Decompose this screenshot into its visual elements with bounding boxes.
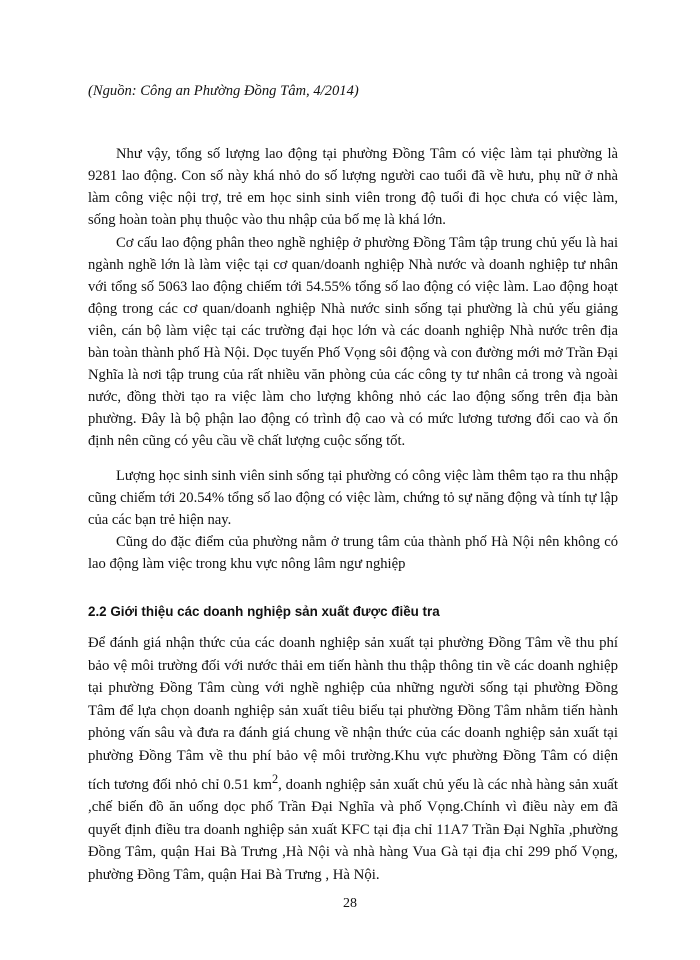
source-note: (Nguồn: Công an Phường Đồng Tâm, 4/2014) xyxy=(88,83,359,99)
paragraph-labor-structure: Cơ cấu lao động phân theo nghề nghiệp ở phường Đồng Tâm tập trung chủ yếu là hai ngành nghề lớn là làm việc tại cơ quan/doanh nghiệp Nhà nước và doanh nghiệp tư nhân với tổng số 5063 lao động chiếm tới 54.55% tổng số lao động có việc làm. Lao động hoạt động trong các cơ quan/doanh nghiệp Nhà nước sinh sống tại phường là chủ yếu giảng viên, cán bộ làm việc tại các trường đại học lớn và các doanh nghiệp Nhà nước trên địa bàn toàn thành phố Hà Nội. Dọc tuyến Phố Vọng sôi động và con đường mới mở Trần Đại Nghĩa là nơi tập trung của rất nhiều văn phòng của các công ty tư nhân cả trong và ngoài nước, đồng thời tạo ra việc làm cho lượng không nhỏ các lao động sống trên địa bàn phường. Đây là bộ phận lao động có trình độ cao và có mức lương tương đối cao và ổn định nên cũng có yêu cầu về chất lượng cuộc sống tốt. xyxy=(88,235,618,449)
unit-superscript: 2 xyxy=(271,771,279,786)
page-number: 28 xyxy=(343,896,357,911)
paragraph-students: Lượng học sinh sinh viên sinh sống tại phường có công việc làm thêm tạo ra thu nhập cũng chiếm tới 20.54% tổng số lao động có việc làm, chứng tỏ sự năng động và tính tự lập của các bạn trẻ hiện nay. xyxy=(88,468,618,528)
paragraph-labor-total: Như vậy, tổng số lượng lao động tại phường Đồng Tâm có việc làm tại phường là 9281 lao động. Con số này khá nhỏ do số lượng người cao tuổi đã về hưu, phụ nữ ở nhà làm công việc nội trợ, trẻ em học sinh sinh viên trong độ tuổi đi học chưa có việc làm, sống hoàn toàn phụ thuộc vào thu nhập của bố mẹ là khá lớn. xyxy=(88,146,618,228)
section-body-text: Để đánh giá nhận thức của các doanh nghiệp sản xuất tại phường Đồng Tâm về thu phí bảo vệ môi trường đối với nước thải em tiến hành thu thập thông tin về các doanh nghiệp tại phường Đồng Tâm cùng với nghề nghiệp của những người sống tại phường Đồng Tâm để lựa chọn doanh nghiệp sản xuất tiêu biểu tại phường Đồng Tâm nhằm tiến hành phỏng vấn sâu và đưa ra đánh giá chung về nhận thức của các doanh nghiệp sản xuất tại phường Đồng Tâm về thu phí bảo vệ môi trường.Khu vực phường Đồng Tâm có diện tích tương đối nhỏ chỉ 0.51 km xyxy=(88,635,618,793)
section-heading: 2.2 Giới thiệu các doanh nghiệp sản xuất được điều tra xyxy=(88,604,440,619)
section-body xyxy=(88,632,618,886)
paragraph-no-agriculture: Cũng do đặc điểm của phường nằm ở trung tâm của thành phố Hà Nội nên không có lao động làm việc trong khu vực nông lâm ngư nghiệp xyxy=(88,534,618,572)
section-body-text-continued: , doanh nghiệp sản xuất chủ yếu là các nhà hàng sản xuất ,chế biến đồ ăn uống dọc phố Trần Đại Nghĩa và phố Vọng.Chính vì điều này em đã quyết định điều tra doanh nghiệp sản xuất KFC tại địa chỉ 11A7 Trần Đại Nghĩa ,phường Đồng Tâm, quận Hai Bà Trưng ,Hà Nội và nhà hàng Vua Gà tại địa chỉ 299 phố Vọng, phường Đồng Tâm, quận Hai Bà Trưng , Hà Nội. xyxy=(88,776,618,883)
